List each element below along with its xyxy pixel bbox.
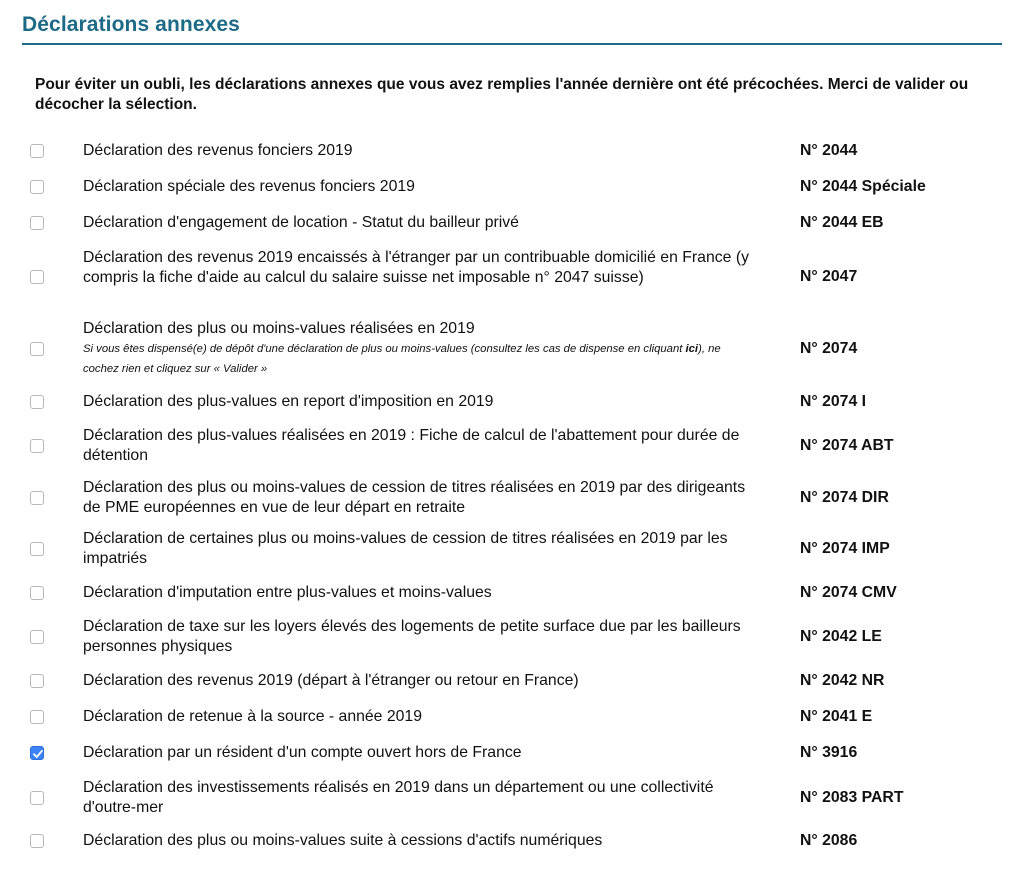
declaration-form-number: N° 2044 Spéciale [800, 178, 926, 195]
declaration-checkbox-2074-dir[interactable] [30, 491, 44, 505]
declaration-checkbox-2041-e[interactable] [30, 710, 44, 724]
declaration-checkbox-2044-eb[interactable] [30, 216, 44, 230]
declaration-label: Déclaration des plus ou moins-values réalisées en 2019 [83, 320, 475, 337]
declaration-checkbox-2074[interactable] [30, 342, 44, 356]
declaration-label: Déclaration des investissements réalisés en 2019 dans un département ou une collectivité d'outre-mer [83, 779, 714, 816]
section-title: Déclarations annexes [22, 13, 240, 36]
declaration-checkbox-2074-cmv[interactable] [30, 586, 44, 600]
checkmark-icon [31, 747, 45, 761]
declaration-label: Déclaration d'engagement de location - Statut du bailleur privé [83, 214, 519, 231]
declaration-label: Déclaration de certaines plus ou moins-values de cession de titres réalisées en 2019 par les impatriés [83, 530, 728, 567]
declaration-form-number: N° 2083 PART [800, 789, 904, 806]
intro-text: Pour éviter un oubli, les déclarations annexes que vous avez remplies l'année dernière ont été précochées. Merci de valider ou décocher la sélection. [35, 76, 969, 113]
declaration-checkbox-2074-i[interactable] [30, 395, 44, 409]
declaration-label: Déclaration des plus ou moins-values suite à cessions d'actifs numériques [83, 832, 603, 849]
declaration-label: Déclaration des plus-values en report d'imposition en 2019 [83, 393, 494, 410]
declaration-form-number: N° 2074 ABT [800, 437, 894, 454]
declaration-form-number: N° 2074 [800, 340, 858, 357]
declaration-label: Déclaration des plus ou moins-values de cession de titres réalisées en 2019 par des dirigeants de PME européennes en vue de leur départ en retraite [83, 479, 746, 516]
declaration-checkbox-2086[interactable] [30, 834, 44, 848]
declaration-form-number: N° 2042 LE [800, 628, 882, 645]
declaration-label: Déclaration par un résident d'un compte ouvert hors de France [83, 744, 522, 761]
declaration-label: Déclaration spéciale des revenus fonciers 2019 [83, 178, 415, 195]
declaration-checkbox-2074-abt[interactable] [30, 439, 44, 453]
declaration-form-number: N° 2041 E [800, 708, 873, 725]
declaration-checkbox-2044-speciale[interactable] [30, 180, 44, 194]
declaration-label: Déclaration des revenus fonciers 2019 [83, 142, 353, 159]
declaration-form-number: N° 2074 I [800, 393, 867, 410]
declaration-checkbox-2083-part[interactable] [30, 791, 44, 805]
declaration-block [83, 319, 753, 379]
declaration-checkbox-2044[interactable] [30, 144, 44, 158]
declaration-checkbox-2047[interactable] [30, 270, 44, 284]
declaration-form-number: N° 2074 CMV [800, 584, 897, 601]
declaration-form-number: N° 3916 [800, 744, 858, 761]
dispense-note [83, 339, 753, 379]
declaration-label: Déclaration des revenus 2019 (départ à l'étranger ou retour en France) [83, 672, 579, 689]
declaration-form-number: N° 2047 [800, 268, 858, 285]
dispense-note-text-end: ), ne cochez rien et cliquez sur « Valider » [83, 342, 721, 375]
declaration-checkbox-3916[interactable] [30, 746, 44, 760]
declaration-form-number: N° 2044 [800, 142, 858, 159]
dispense-note-text: Si vous êtes dispensé(e) de dépôt d'une déclaration de plus ou moins-values (consultez les cas de dispense en cliquant [83, 342, 686, 355]
declaration-label: Déclaration de retenue à la source - année 2019 [83, 708, 422, 725]
declaration-label: Déclaration d'imputation entre plus-values et moins-values [83, 584, 492, 601]
declaration-checkbox-2042-nr[interactable] [30, 674, 44, 688]
dispense-link[interactable]: ici [685, 342, 699, 355]
declaration-label: Déclaration de taxe sur les loyers élevés des logements de petite surface due par les bailleurs personnes physiques [83, 618, 741, 655]
declaration-form-number: N° 2074 IMP [800, 540, 890, 557]
declaration-form-number: N° 2074 DIR [800, 489, 889, 506]
declaration-checkbox-2042-le[interactable] [30, 630, 44, 644]
declaration-label: Déclaration des plus-values réalisées en 2019 : Fiche de calcul de l'abattement pour durée de détention [83, 427, 740, 464]
declaration-label: Déclaration des revenus 2019 encaissés à l'étranger par un contribuable domicilié en France (y compris la fiche d'aide au calcul du salaire suisse net imposable n° 2047 suisse) [83, 249, 749, 286]
declaration-checkbox-2074-imp[interactable] [30, 542, 44, 556]
declaration-form-number: N° 2044 EB [800, 214, 884, 231]
declaration-form-number: N° 2086 [800, 832, 858, 849]
declaration-form-number: N° 2042 NR [800, 672, 885, 689]
